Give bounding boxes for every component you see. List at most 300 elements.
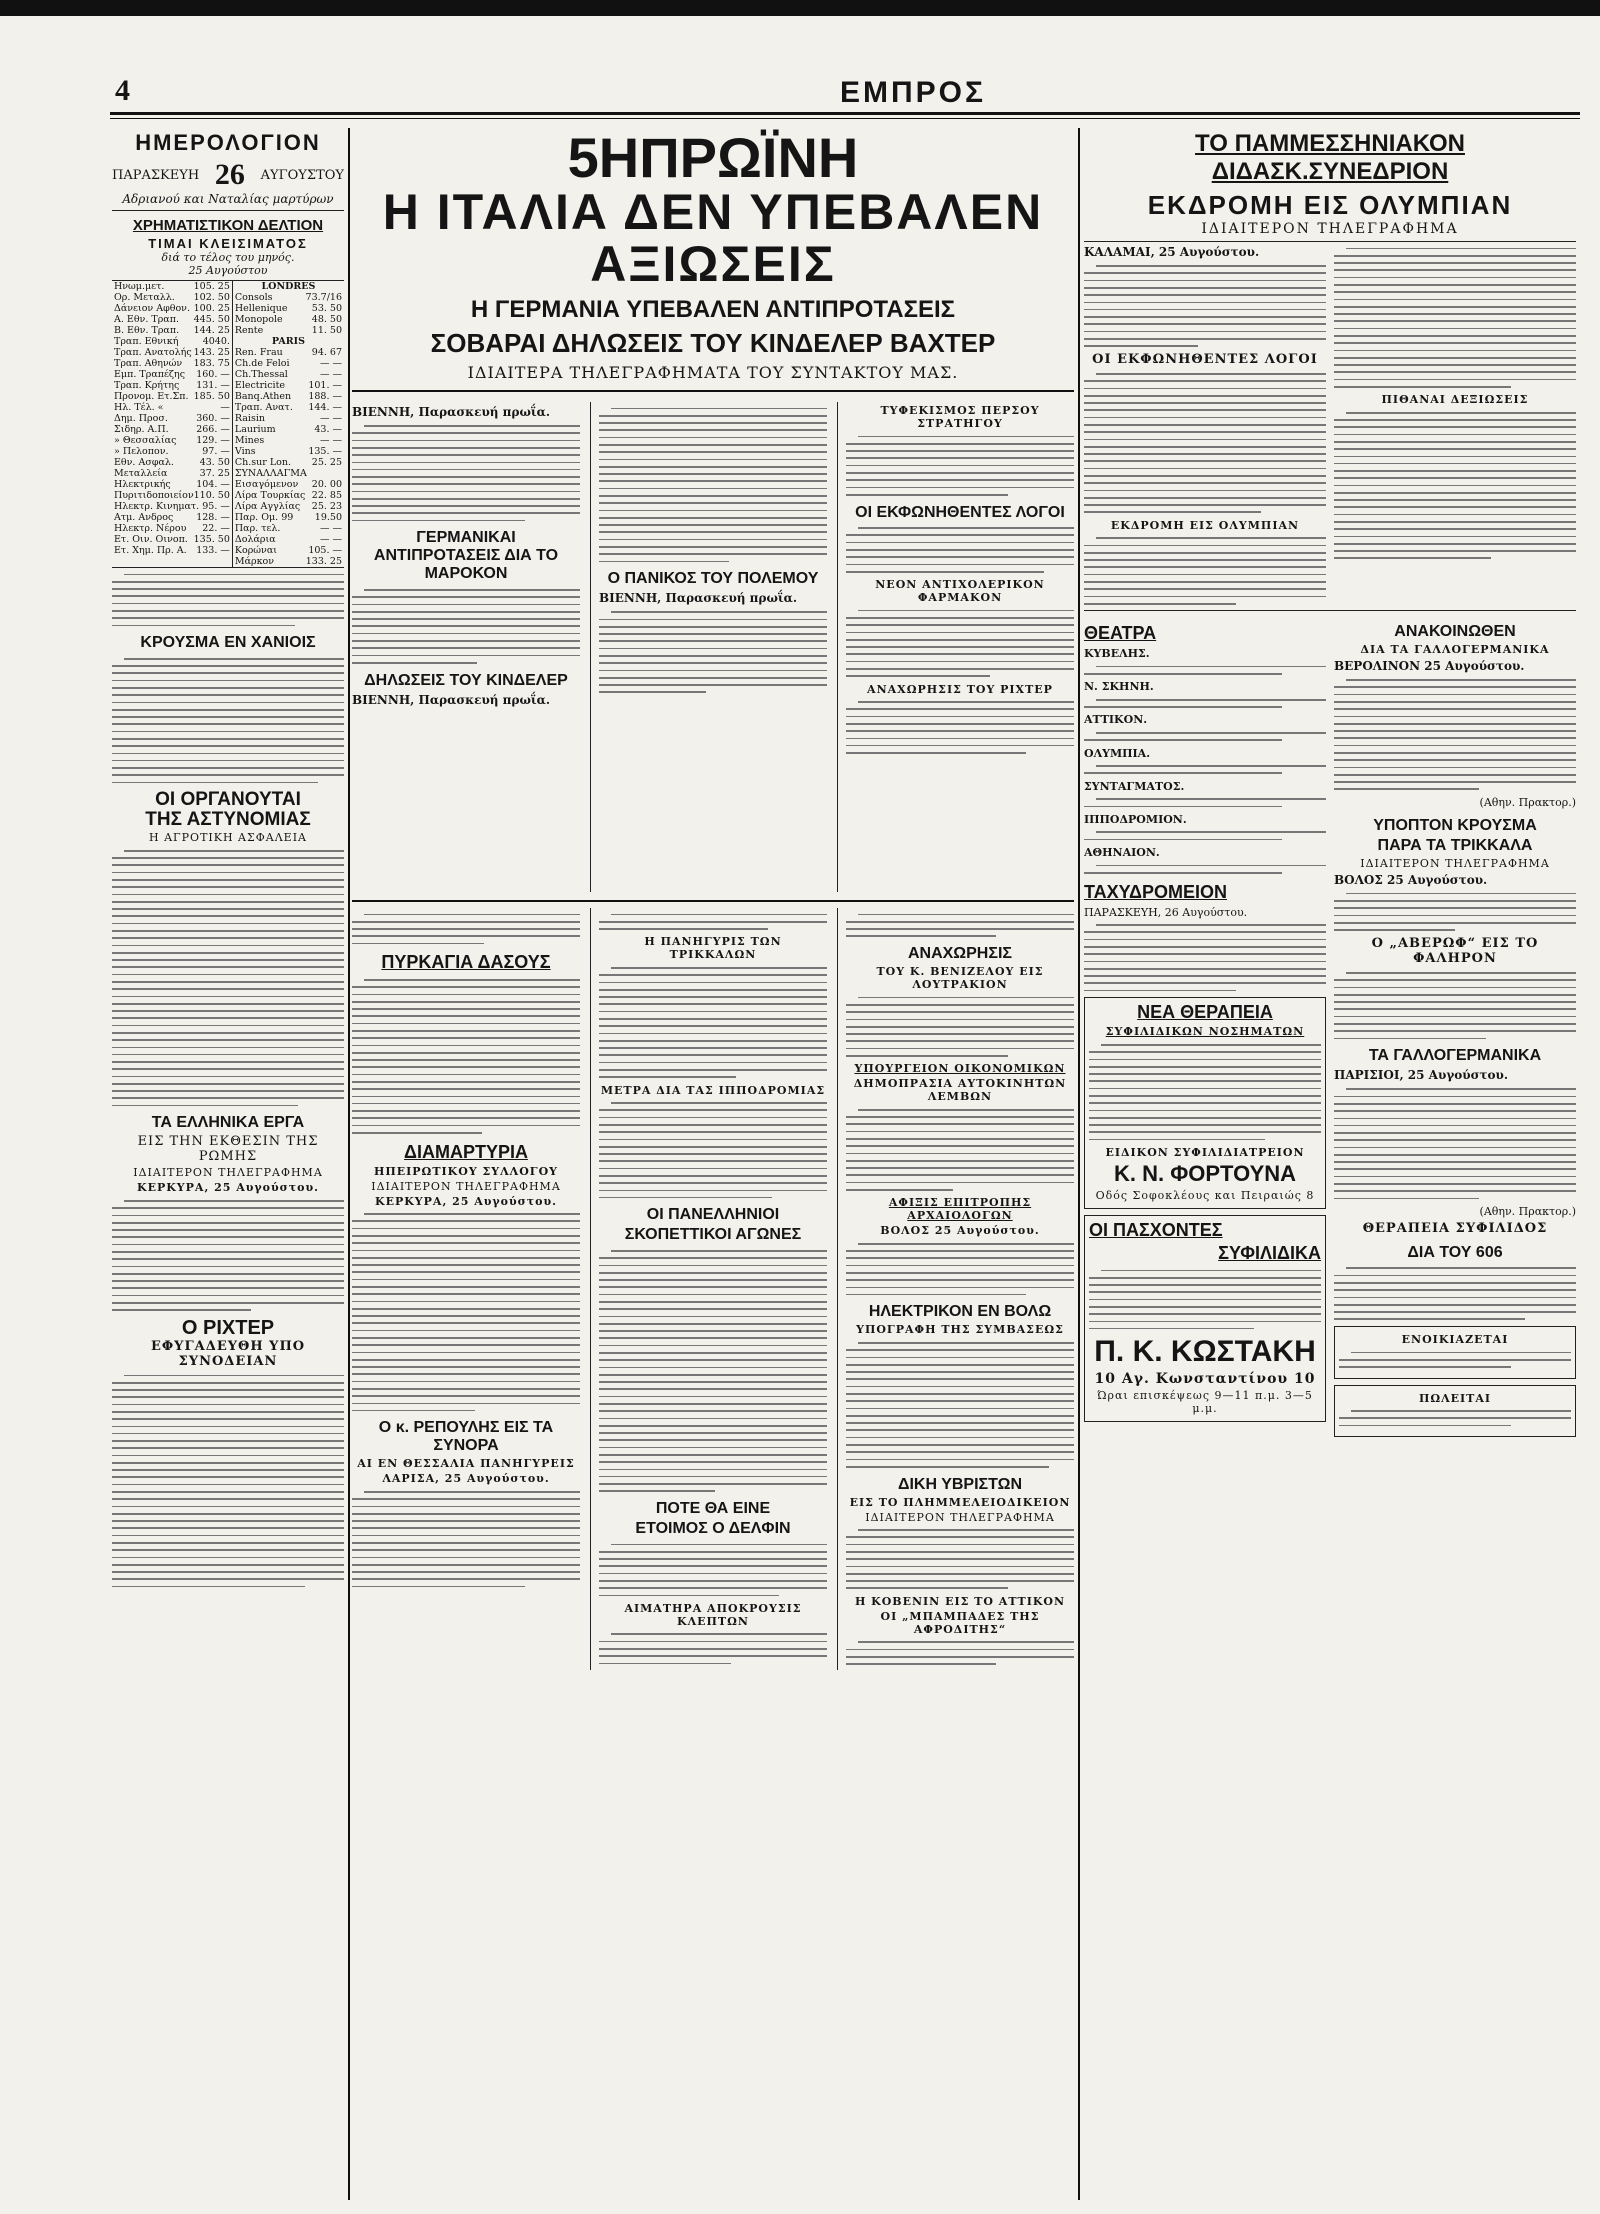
text-line (1084, 446, 1326, 448)
text-line (112, 915, 344, 917)
text-line (112, 1571, 344, 1573)
text-line (846, 1265, 1074, 1267)
exchange-row (235, 490, 342, 501)
theatre-name: Ν. ΣΚΗΝΗ. (1084, 680, 1154, 694)
text-line (846, 556, 1074, 558)
text-line (599, 1047, 827, 1049)
text-line (1334, 550, 1576, 552)
text-line (599, 553, 827, 555)
text-line (1089, 1299, 1321, 1301)
text-line (846, 668, 1074, 670)
text-line (112, 1476, 344, 1478)
text-line (1096, 265, 1326, 267)
text-line (1089, 1328, 1254, 1330)
text-line (112, 886, 344, 888)
headline-aimatira: ΑΙΜΑΤΗΡΑ ΑΠΟΚΡΟΥΣΙΣ ΚΛΕΠΤΩΝ (624, 1601, 802, 1628)
text-line (352, 1359, 580, 1361)
text-line (112, 1520, 344, 1522)
text-line (1084, 511, 1261, 513)
text-line (112, 687, 344, 689)
exchange-price: 104. — (196, 479, 230, 490)
theatre-entry (1084, 713, 1326, 726)
main-byline: ΙΔΙΑΙΤΕΡΑ ΤΗΛΕΓΡΑΦΗΜΑΤΑ ΤΟΥ ΣΥΝΤΑΚΤΟΥ ΜΑΣ. (352, 363, 1074, 392)
exchange-row (235, 457, 342, 468)
text-line (1084, 946, 1326, 948)
text-line (352, 1535, 580, 1537)
text-line (364, 589, 580, 591)
text-line (112, 937, 344, 939)
exchange-name: Mines (234, 435, 265, 446)
text-line (599, 1168, 827, 1170)
text-line (599, 415, 827, 417)
text-line (1096, 831, 1326, 833)
text-line (1334, 1154, 1576, 1156)
text-line (1084, 545, 1326, 547)
text-line (1334, 448, 1576, 450)
text-line (112, 774, 344, 776)
subhead-telegram: ΙΔΙΑΙΤΕΡΟΝ ΤΗΛΕΓΡΑΦΗΜΑ (1360, 856, 1550, 870)
text-line (1096, 732, 1326, 734)
text-line (1334, 716, 1576, 718)
exchange-name: Τραπ. Ανατολής (114, 347, 192, 358)
text-line (1334, 492, 1576, 494)
text-line (352, 1293, 580, 1295)
text-line (1334, 686, 1576, 688)
text-line (1334, 536, 1576, 538)
text-line (611, 1250, 827, 1252)
text-line (611, 967, 827, 969)
ad-title: ΠΩΛΕΙΤΑΙ (1418, 1391, 1492, 1405)
text-line (352, 1096, 580, 1098)
exchange-name: Ch.sur Lon. (234, 457, 292, 468)
exchange-row (114, 435, 230, 446)
ad-body (1089, 1270, 1321, 1330)
text-line (1084, 287, 1326, 289)
text-line (112, 1578, 344, 1580)
text-line (352, 1030, 580, 1032)
article-body (599, 1633, 827, 1664)
column-rule (1078, 128, 1080, 2200)
text-line (599, 488, 827, 490)
text-line (112, 1097, 344, 1099)
text-line (112, 1273, 344, 1275)
exchange-price: — (220, 402, 230, 413)
text-line (124, 1375, 344, 1377)
text-line (112, 1090, 344, 1092)
headline-dexioseis: ΠΙΘΑΝΑΙ ΔΕΞΙΩΣΕΙΣ (1381, 393, 1529, 407)
text-line (352, 1220, 580, 1222)
text-line (599, 1301, 827, 1303)
exchange-price: 183. 75 (193, 358, 230, 369)
exchange-name: Δάνειον Αφθον. (114, 303, 190, 314)
text-line (599, 1388, 827, 1390)
text-line (1334, 1147, 1576, 1149)
text-line (599, 648, 827, 650)
text-line (1084, 316, 1326, 318)
text-line (352, 1242, 580, 1244)
article-body (1334, 412, 1576, 559)
text-line (352, 1301, 580, 1303)
text-line (599, 1330, 827, 1332)
text-line (352, 1571, 580, 1573)
exchange-name: Τραπ. Ανατ. (234, 402, 293, 413)
article-body (846, 1529, 1074, 1589)
text-line (364, 979, 580, 981)
text-line (1334, 485, 1576, 487)
headline-gallogermanika: ΤΑ ΓΑΛΛΟΓΕΡΜΑΝΙΚΑ (1368, 1047, 1542, 1065)
text-line (1084, 931, 1326, 933)
text-line (846, 716, 1074, 718)
headline-rihter: Ο ΡΙΧΤΕΡ (181, 1316, 275, 1339)
text-line (599, 1337, 827, 1339)
main-headline: Η ΙΤΑΛΙΑ ΔΕΝ ΥΠΕΒΑΛΕΝ ΑΞΙΩΣΕΙΣ (382, 184, 1044, 292)
text-line (599, 691, 706, 693)
exchange-row (235, 468, 342, 479)
text-line (846, 1536, 1074, 1538)
text-line (846, 1544, 1074, 1546)
news-column (837, 908, 1074, 1670)
text-line (1334, 774, 1576, 776)
text-line (1096, 373, 1326, 375)
text-line (1084, 968, 1326, 970)
exchange-row (235, 325, 342, 336)
headline-afixis: ΑΦΙΞΙΣ ΕΠΙΤΡΟΠΗΣ ΑΡΧΑΙΟΛΟΓΩΝ (888, 1196, 1032, 1223)
headline-kovenin: Η ΚΟΒΕΝΙΝ ΕΙΣ ΤΟ ΑΤΤΙΚΟΝ (854, 1594, 1066, 1608)
text-line (1339, 1425, 1511, 1427)
text-line (1334, 470, 1576, 472)
article-body (1084, 373, 1326, 513)
headline-dhloseis: ΔΗΛΩΣΕΙΣ ΤΟΥ ΚΙΝΔΕΛΕΡ (364, 671, 568, 689)
text-line (112, 1047, 344, 1049)
text-line (846, 494, 1008, 496)
text-line (611, 914, 827, 916)
text-line (1334, 1311, 1576, 1313)
text-line (846, 1287, 1074, 1289)
text-line (1084, 280, 1326, 282)
exchange-row (114, 358, 230, 369)
text-line (1334, 915, 1576, 917)
text-line (1096, 865, 1326, 867)
exchange-price: 188. — (308, 391, 342, 402)
exchange-price: 110. 50 (193, 490, 230, 501)
text-line (599, 921, 827, 923)
subhead-mpampades: ΟΙ „ΜΠΑΜΠΑΔΕΣ ΤΗΣ ΑΦΡΟΔΙΤΗΣ“ (880, 1609, 1040, 1636)
theatre-body (1084, 699, 1326, 708)
text-line (1334, 320, 1576, 322)
exchange-row (114, 523, 230, 534)
exchange-row (114, 402, 230, 413)
text-line (352, 647, 580, 649)
text-line (112, 923, 344, 925)
text-line (112, 1433, 344, 1435)
text-line (1334, 342, 1576, 344)
ad-paschontes (1084, 1215, 1326, 1422)
text-line (112, 1083, 344, 1085)
text-line (1334, 335, 1576, 337)
text-line (352, 994, 580, 996)
exchange-name: Ετ. Χημ. Πρ. Α. (114, 545, 187, 556)
text-line (846, 1055, 1008, 1057)
text-line (846, 928, 1074, 930)
exchange-name: Τραπ. Εθνική (114, 336, 179, 347)
text-line (599, 662, 827, 664)
exchange-name: » Θεσσαλίας (114, 435, 177, 446)
text-line (112, 1586, 305, 1588)
text-line (352, 1279, 580, 1281)
article-body (846, 436, 1074, 496)
exchange-name: Τραπ. Αθηνών (114, 358, 183, 369)
text-line (1334, 752, 1576, 754)
text-line (112, 1564, 344, 1566)
text-line (1339, 1366, 1511, 1368)
text-line (599, 1483, 827, 1485)
text-line (1334, 1183, 1576, 1185)
ad-doctor-name: Κ. Ν. ΦΟΡΤΟΥΝΑ (1113, 1160, 1297, 1186)
text-line (1084, 982, 1326, 984)
text-line (1084, 596, 1326, 598)
text-line (352, 935, 580, 937)
text-line (112, 901, 344, 903)
dateline-kerkyra: ΚΕΡΚΥΡΑ, 25 Αυγούστου. (137, 1181, 319, 1195)
masthead: ΕΜΠΡΟΣ (840, 76, 987, 109)
text-line (846, 549, 1074, 551)
text-line (352, 498, 580, 500)
text-line (112, 1251, 344, 1253)
exchange-name: ΣΥΝΑΛΛΑΓΜΑ (234, 468, 307, 479)
text-line (352, 986, 580, 988)
exchange-row (235, 369, 342, 380)
news-column (837, 402, 1074, 892)
text-line (1334, 386, 1511, 388)
text-line (1334, 987, 1576, 989)
text-line (1334, 506, 1576, 508)
text-line (599, 546, 827, 548)
text-line (846, 1153, 1074, 1155)
text-line (599, 677, 827, 679)
text-line (1084, 566, 1326, 568)
ad-body (1089, 1044, 1321, 1140)
news-column (1084, 615, 1326, 1443)
article-body (112, 850, 344, 1107)
subhead-telegram: ΙΔΙΑΙΤΕΡΟΝ ΤΗΛΕΓΡΑΦΗΜΑ (133, 1166, 323, 1180)
text-line (352, 505, 580, 507)
dateline-kerkyra: ΚΕΡΚΥΡΑ, 25 Αυγούστου. (375, 1194, 557, 1208)
text-line (112, 1025, 344, 1027)
text-line (1089, 1124, 1321, 1126)
text-line (611, 1544, 827, 1546)
text-line (846, 1272, 1074, 1274)
exchange-row (235, 402, 342, 413)
text-line (599, 422, 827, 424)
exchange-price: 445. 50 (193, 314, 230, 325)
exchange-row (235, 545, 342, 556)
text-line (1334, 364, 1576, 366)
text-line (112, 738, 344, 740)
theatre-body (1084, 765, 1326, 774)
exchange-name: Consols (234, 292, 273, 303)
text-line (846, 653, 1074, 655)
text-line (364, 914, 580, 916)
text-line (846, 1408, 1074, 1410)
text-line (112, 680, 344, 682)
text-line (352, 1395, 580, 1397)
text-line (112, 716, 344, 718)
text-line (1334, 1198, 1479, 1200)
text-line (599, 633, 827, 635)
headline-delfin: ΕΤΟΙΜΟΣ Ο ΔΕΛΦΙΝ (635, 1520, 791, 1538)
text-line (1346, 1088, 1576, 1090)
text-line (1346, 893, 1576, 895)
text-line (112, 1010, 344, 1012)
exchange-row (235, 314, 342, 325)
headline-erga: ΤΑ ΕΛΛΗΝΙΚΑ ΕΡΓΑ (151, 1114, 305, 1132)
text-line (1346, 972, 1576, 974)
dateline-larisa: ΛΑΡΙΣΑ, 25 Αυγούστου. (382, 1472, 550, 1486)
text-line (599, 640, 827, 642)
article-body (1334, 972, 1576, 1039)
text-line (846, 1167, 1074, 1169)
text-line (1334, 426, 1576, 428)
text-line (846, 1250, 1074, 1252)
text-line (124, 574, 344, 576)
text-line (1089, 1080, 1321, 1082)
text-line (112, 1484, 344, 1486)
text-line (1084, 806, 1282, 808)
theatre-name: ΙΠΠΟΔΡΟΜΙΟΝ. (1084, 812, 1187, 826)
text-line (1096, 765, 1326, 767)
ad-clinic: ΕΙΔΙΚΟΝ ΣΥΦΙΛΙΔΙΑΤΡΕΙΟΝ (1105, 1145, 1305, 1159)
text-line (846, 1145, 1074, 1147)
text-line (352, 1045, 580, 1047)
text-line (599, 1655, 827, 1657)
text-line (1334, 521, 1576, 523)
exchange-row (235, 303, 342, 314)
exchange-price: 11. 50 (311, 325, 342, 336)
exchange-left-column (112, 281, 233, 567)
text-line (1084, 939, 1326, 941)
text-line (1089, 1095, 1321, 1097)
text-line (1334, 357, 1576, 359)
text-line (846, 708, 1074, 710)
text-line (1346, 248, 1576, 250)
headline-astynomias: ΤΗΣ ΑΣΤΥΝΟΜΙΑΣ (145, 809, 311, 831)
text-line (599, 1454, 827, 1456)
exchange-name: Ηλεκτρ. Κινηματ. (114, 501, 200, 512)
text-line (846, 935, 996, 937)
text-line (352, 1271, 580, 1273)
text-line (599, 1265, 827, 1267)
text-line (1334, 434, 1576, 436)
subhead-thessalia: ΑΙ ΕΝ ΘΕΣΣΑΛΙΑ ΠΑΝΗΓΥΡΕΙΣ (357, 1457, 575, 1471)
text-line (352, 1059, 580, 1061)
ad-enoikiazetai (1334, 1326, 1576, 1378)
article-body (352, 425, 580, 521)
text-line (112, 1039, 344, 1041)
text-line (1334, 269, 1576, 271)
text-line (1089, 1313, 1321, 1315)
article-body (112, 574, 344, 627)
text-line (1084, 338, 1326, 340)
text-line (1334, 701, 1576, 703)
text-line (112, 702, 344, 704)
text-line (1346, 679, 1576, 681)
exchange-row (114, 347, 230, 358)
text-line (1084, 953, 1326, 955)
article-body (352, 589, 580, 664)
text-line (352, 1264, 580, 1266)
text-line (846, 1587, 1008, 1589)
text-line (1334, 1297, 1576, 1299)
text-line (112, 595, 344, 597)
headline-tachydromeion: ΤΑΧΥΔΡΟΜΕΙΟΝ (1084, 881, 1227, 902)
text-line (112, 981, 344, 983)
text-line (599, 989, 827, 991)
text-line (1334, 291, 1576, 293)
text-line (599, 480, 827, 482)
main-news-columns (352, 402, 1074, 892)
subhead-telegram: ΙΔΙΑΙΤΕΡΟΝ ΤΗΛΕΓΡΑΦΗΜΑ (371, 1179, 561, 1193)
text-line (112, 1418, 344, 1420)
text-line (858, 436, 1074, 438)
text-line (599, 1595, 779, 1597)
text-line (1334, 284, 1576, 286)
exchange-row (114, 281, 230, 292)
calendar-weekday: ΠΑΡΑΣΚΕΥΗ (112, 167, 200, 183)
text-line (1351, 1410, 1571, 1412)
text-line (1089, 1066, 1321, 1068)
headline-synedrion: ΤΟ ΠΑΜΜΕΣΣΗΝΙΑΚΟΝ ΔΙΔΑΣΚ.ΣΥΝΕΔΡΙΟΝ (1195, 130, 1465, 185)
text-line (352, 440, 580, 442)
text-line (858, 1641, 1074, 1643)
text-line (1334, 759, 1576, 761)
text-line (352, 512, 580, 514)
text-line (846, 1123, 1074, 1125)
text-line (1096, 798, 1326, 800)
text-line (1084, 309, 1326, 311)
text-line (112, 1426, 344, 1428)
exchange-row (235, 446, 342, 457)
text-line (1334, 1289, 1576, 1291)
text-line (352, 928, 580, 930)
text-line (1334, 1161, 1576, 1163)
text-line (1084, 552, 1326, 554)
text-line (1334, 463, 1576, 465)
text-line (1334, 1176, 1576, 1178)
exchange-row (114, 512, 230, 523)
text-line (599, 1648, 827, 1650)
calendar-month: ΑΥΓΟΥΣΤΟΥ (260, 167, 344, 183)
exchange-london-label: LONDRES (261, 281, 316, 292)
text-line (599, 429, 827, 431)
text-line (112, 617, 344, 619)
article-body (599, 967, 827, 1078)
main-subheadline: Η ΓΕΡΜΑΝΙΑ ΥΠΕΒΑΛΕΝ ΑΝΤΙΠΡΟΤΑΣΕΙΣ (470, 296, 956, 323)
text-line (364, 1213, 580, 1215)
text-line (1084, 603, 1236, 605)
headline-oikonomikon: ΥΠΟΥΡΓΕΙΟΝ ΟΙΚΟΝΟΜΙΚΩΝ (854, 1062, 1066, 1076)
article-body (1334, 1088, 1576, 1199)
text-line (599, 1025, 827, 1027)
text-line (1334, 1125, 1576, 1127)
text-line (1334, 1110, 1576, 1112)
exchange-paris-label: PARIS (271, 336, 305, 347)
text-line (352, 1110, 580, 1112)
text-line (1084, 402, 1326, 404)
text-line (846, 752, 1026, 754)
text-line (611, 611, 827, 613)
text-line (846, 745, 1074, 747)
main-subheadline-2: ΣΟΒΑΡΑΙ ΔΗΛΩΣΕΙΣ ΤΟΥ ΚΙΝΔΕΛΕΡ ΒΑΧΤΕΡ (430, 328, 996, 358)
